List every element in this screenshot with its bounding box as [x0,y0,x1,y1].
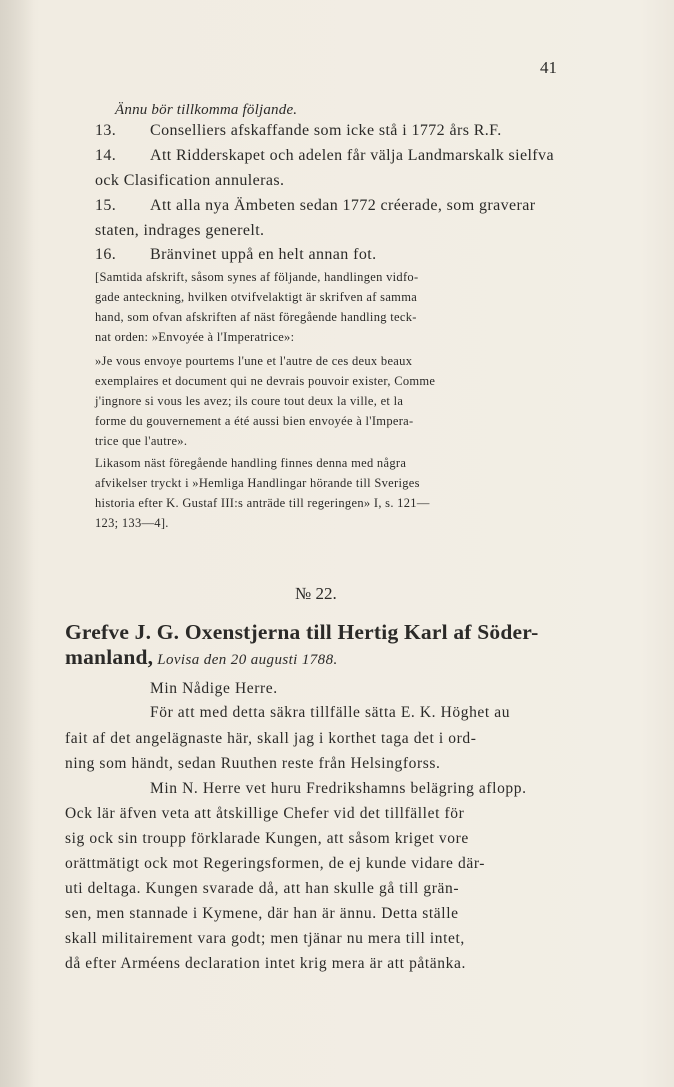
body-line: ning som händt, sedan Ruuthen reste från Helsingforss. [65,755,441,772]
section-heading: Ännu bör tillkomma följande. [115,102,298,118]
editorial-note-line: gade anteckning, hvilken otvifvelaktigt är skrifven af samma [95,290,418,304]
body-line: skall militairement vara godt; men tjänar nu mera till intet, [65,930,465,947]
body-line: sen, men stannade i Kymene, där han är ännu. Detta ställe [65,905,459,922]
page-number: 41 [540,58,557,77]
letter-number: № 22. [295,584,337,603]
item-text: Att alla nya Ämbeten sedan 1772 créerade, som graverar [150,197,536,214]
letter-title-continued [65,645,338,670]
item-text: Bränvinet uppå en helt annan fot. [150,246,377,263]
letter-date: Lovisa den 20 augusti 1788. [157,652,338,668]
page-spine-shadow [0,0,34,1087]
editorial-note-line: 123; 133—4]. [95,516,169,530]
editorial-note-line: afvikelser tryckt i »Hemliga Handlingar hörande till Sveriges [95,476,420,490]
editorial-note-line: »Je vous envoye pourtems l'une et l'autre de ces deux beaux [95,354,413,368]
editorial-note-line: forme du gouvernement a été aussi bien envoyée à l'Impera- [95,414,414,428]
item-number: 15. [95,197,117,214]
editorial-note-line: trice que l'autre». [95,434,188,448]
list-item [95,246,377,264]
editorial-note-line: j'ingnore si vous les avez; ils coure tout deux la ville, et la [95,394,404,408]
body-line: För att med detta säkra tillfälle sätta E. K. Höghet au [150,704,511,721]
editorial-note-line: hand, som ofvan afskriften af näst föregående handling teck- [95,310,417,324]
body-line: Min N. Herre vet huru Fredrikshamns belägring aflopp. [150,780,527,797]
body-line: då efter Arméens declaration intet krig mera är att påtänka. [65,955,466,972]
list-item [95,122,502,140]
body-line: sig ock sin troupp förklarade Kungen, att såsom kriget vore [65,830,469,847]
item-number: 13. [95,122,117,139]
body-line: uti deltaga. Kungen svarade då, att han skulle gå till grän- [65,880,460,897]
letter-title: Grefve J. G. Oxenstjerna till Hertig Karl af Söder- [65,620,539,644]
editorial-note-line: Likasom näst föregående handling finnes denna med några [95,456,407,470]
editorial-note-line: [Samtida afskrift, såsom synes af följande, handlingen vidfo- [95,270,419,284]
item-number: 16. [95,246,117,263]
body-line: orättmätigt ock mot Regeringsformen, de ej kunde vidare där- [65,855,486,872]
body-line: fait af det angelägnaste här, skall jag i korthet taga det i ord- [65,730,477,747]
editorial-note-line: historia efter K. Gustaf III:s anträde till regeringen» I, s. 121— [95,496,430,510]
item-text: Att Ridderskapet och adelen får välja Landmarskalk sielfva [150,147,554,164]
item-number: 14. [95,147,117,164]
list-item [95,147,554,165]
item-text: Conselliers afskaffande som icke stå i 1772 års R.F. [150,122,502,139]
editorial-note-line: exemplaires et document qui ne devrais pouvoir exister, Comme [95,374,436,388]
body-line: Ock lär äfven veta att åtskillige Chefer vid det tillfället för [65,805,465,822]
item-text-continued: ock Clasification annuleras. [95,172,285,189]
salutation: Min Nådige Herre. [150,680,278,697]
editorial-note-line: nat orden: »Envoyée à l'Imperatrice»: [95,330,295,344]
letter-title-end: manland, [65,645,154,669]
item-text-continued: staten, indrages generelt. [95,222,265,239]
list-item [95,197,536,215]
